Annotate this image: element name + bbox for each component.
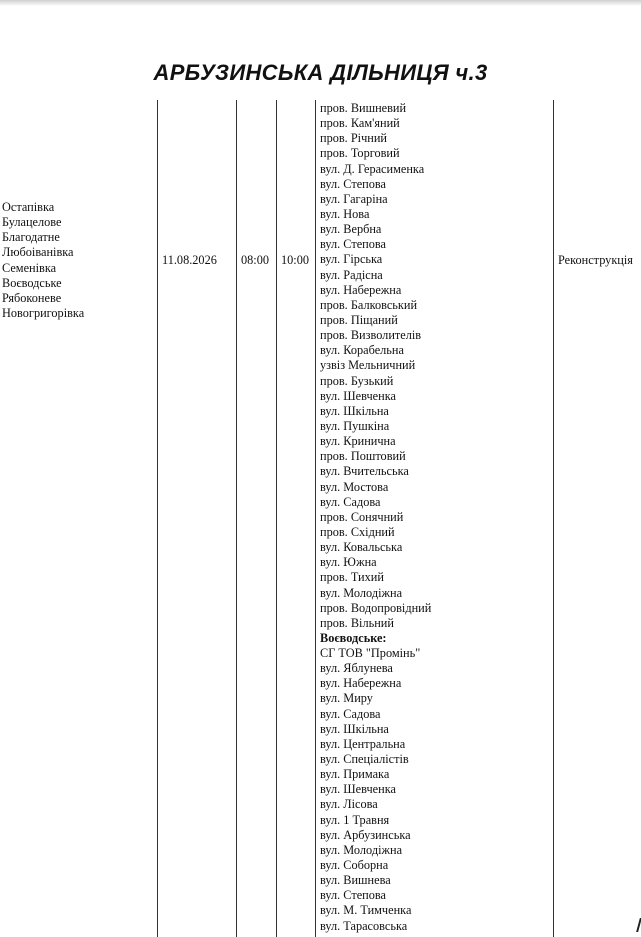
street-name: вул. Гірська [320,252,383,267]
street-group-heading: Воєводське: [320,630,387,645]
street-name: вул. Южна [320,555,377,570]
page-edge-mark [636,918,641,932]
street-name: пров. Балковський [320,297,418,312]
street-name: вул. Набережна [320,282,402,297]
street-name: пров. Тихий [320,570,384,585]
village-name: Любоіванівка [2,245,74,260]
street-name: вул. Молодіжна [320,585,403,600]
street-name: вул. Вербна [320,222,382,237]
street-name: вул. Шевченка [320,782,396,797]
village-name: Воєводське [2,275,62,290]
street-name: вул. Спеціалістів [320,752,409,767]
street-name: пров. Торговий [320,146,400,161]
street-name: вул. Пушкіна [320,418,390,433]
village-name: Благодатне [2,230,60,245]
street-name: вул. Шевченка [320,388,396,403]
street-name: вул. Корабельна [320,343,404,358]
street-name: вул. Тарасовська [320,918,408,933]
streets-cell [320,101,431,934]
street-name: вул. Шкільна [320,721,389,736]
street-name: вул. Соборна [320,858,389,873]
street-name: пров. Сонячний [320,509,404,524]
outage-reason: Реконструкція [558,253,633,267]
street-name: вул. Мостова [320,479,389,494]
village-name: Остапівка [2,200,55,214]
street-name: вул. Д. Герасименка [320,161,425,176]
table-column-border [157,100,158,937]
start-time: 08:00 [241,253,270,267]
street-name: вул. Миру [320,691,373,706]
outage-date: 11.08.2026 [162,253,217,267]
street-name: вул. Центральна [320,736,406,751]
street-name: вул. Набережна [320,676,402,691]
street-name: СГ ТОВ "Промінь" [320,646,421,661]
street-name: вул. Примака [320,767,390,782]
street-name: вул. Радісна [320,267,383,282]
street-name: вул. Вчительська [320,464,409,479]
street-name: пров. Східний [320,524,395,539]
street-name: вул. М. Тимченка [320,903,412,918]
street-name: пров. Визволителів [320,328,422,343]
village-name: Булацелове [2,215,62,230]
table-column-border [315,100,316,937]
street-name: вул. Степова [320,888,386,903]
street-name: вул. Шкільна [320,403,389,418]
street-name: вул. Нова [320,206,370,221]
street-name: пров. Вільний [320,615,394,630]
street-name: пров. Вишневий [320,101,407,115]
page-top-edge [0,0,641,6]
street-name: вул. Вишнева [320,873,391,888]
villages-cell [2,200,84,321]
end-time: 10:00 [281,253,310,267]
village-name: Новогригорівка [2,305,85,320]
street-name: вул. Лісова [320,797,378,812]
street-name: пров. Кам'яний [320,116,400,131]
table-column-border [276,100,277,937]
street-name: вул. Яблунева [320,661,393,676]
street-name: вул. Арбузинська [320,827,411,842]
street-name: вул. Ковальська [320,540,403,555]
street-name: пров. Бузький [320,373,394,388]
street-name: пров. Поштовий [320,449,406,464]
street-name: пров. Річний [320,131,388,146]
street-name: узвіз Мельничний [320,358,416,373]
street-name: вул. Молодіжна [320,842,403,857]
street-name: вул. Кринична [320,434,396,449]
page-title: АРБУЗИНСЬКА ДІЛЬНИЦЯ ч.3 [153,60,488,85]
street-name: вул. Гагаріна [320,191,388,206]
street-name: вул. 1 Травня [320,812,390,827]
village-name: Семенівка [2,260,57,275]
street-name: вул. Садова [320,494,381,509]
table-column-border [236,100,237,937]
table-column-border [553,100,554,937]
village-name: Рябоконеве [2,290,62,305]
street-name: вул. Садова [320,706,381,721]
street-name: вул. Степова [320,237,386,252]
street-name: пров. Водопровідний [320,600,432,615]
street-name: вул. Степова [320,176,386,191]
street-name: пров. Піщаний [320,312,398,327]
